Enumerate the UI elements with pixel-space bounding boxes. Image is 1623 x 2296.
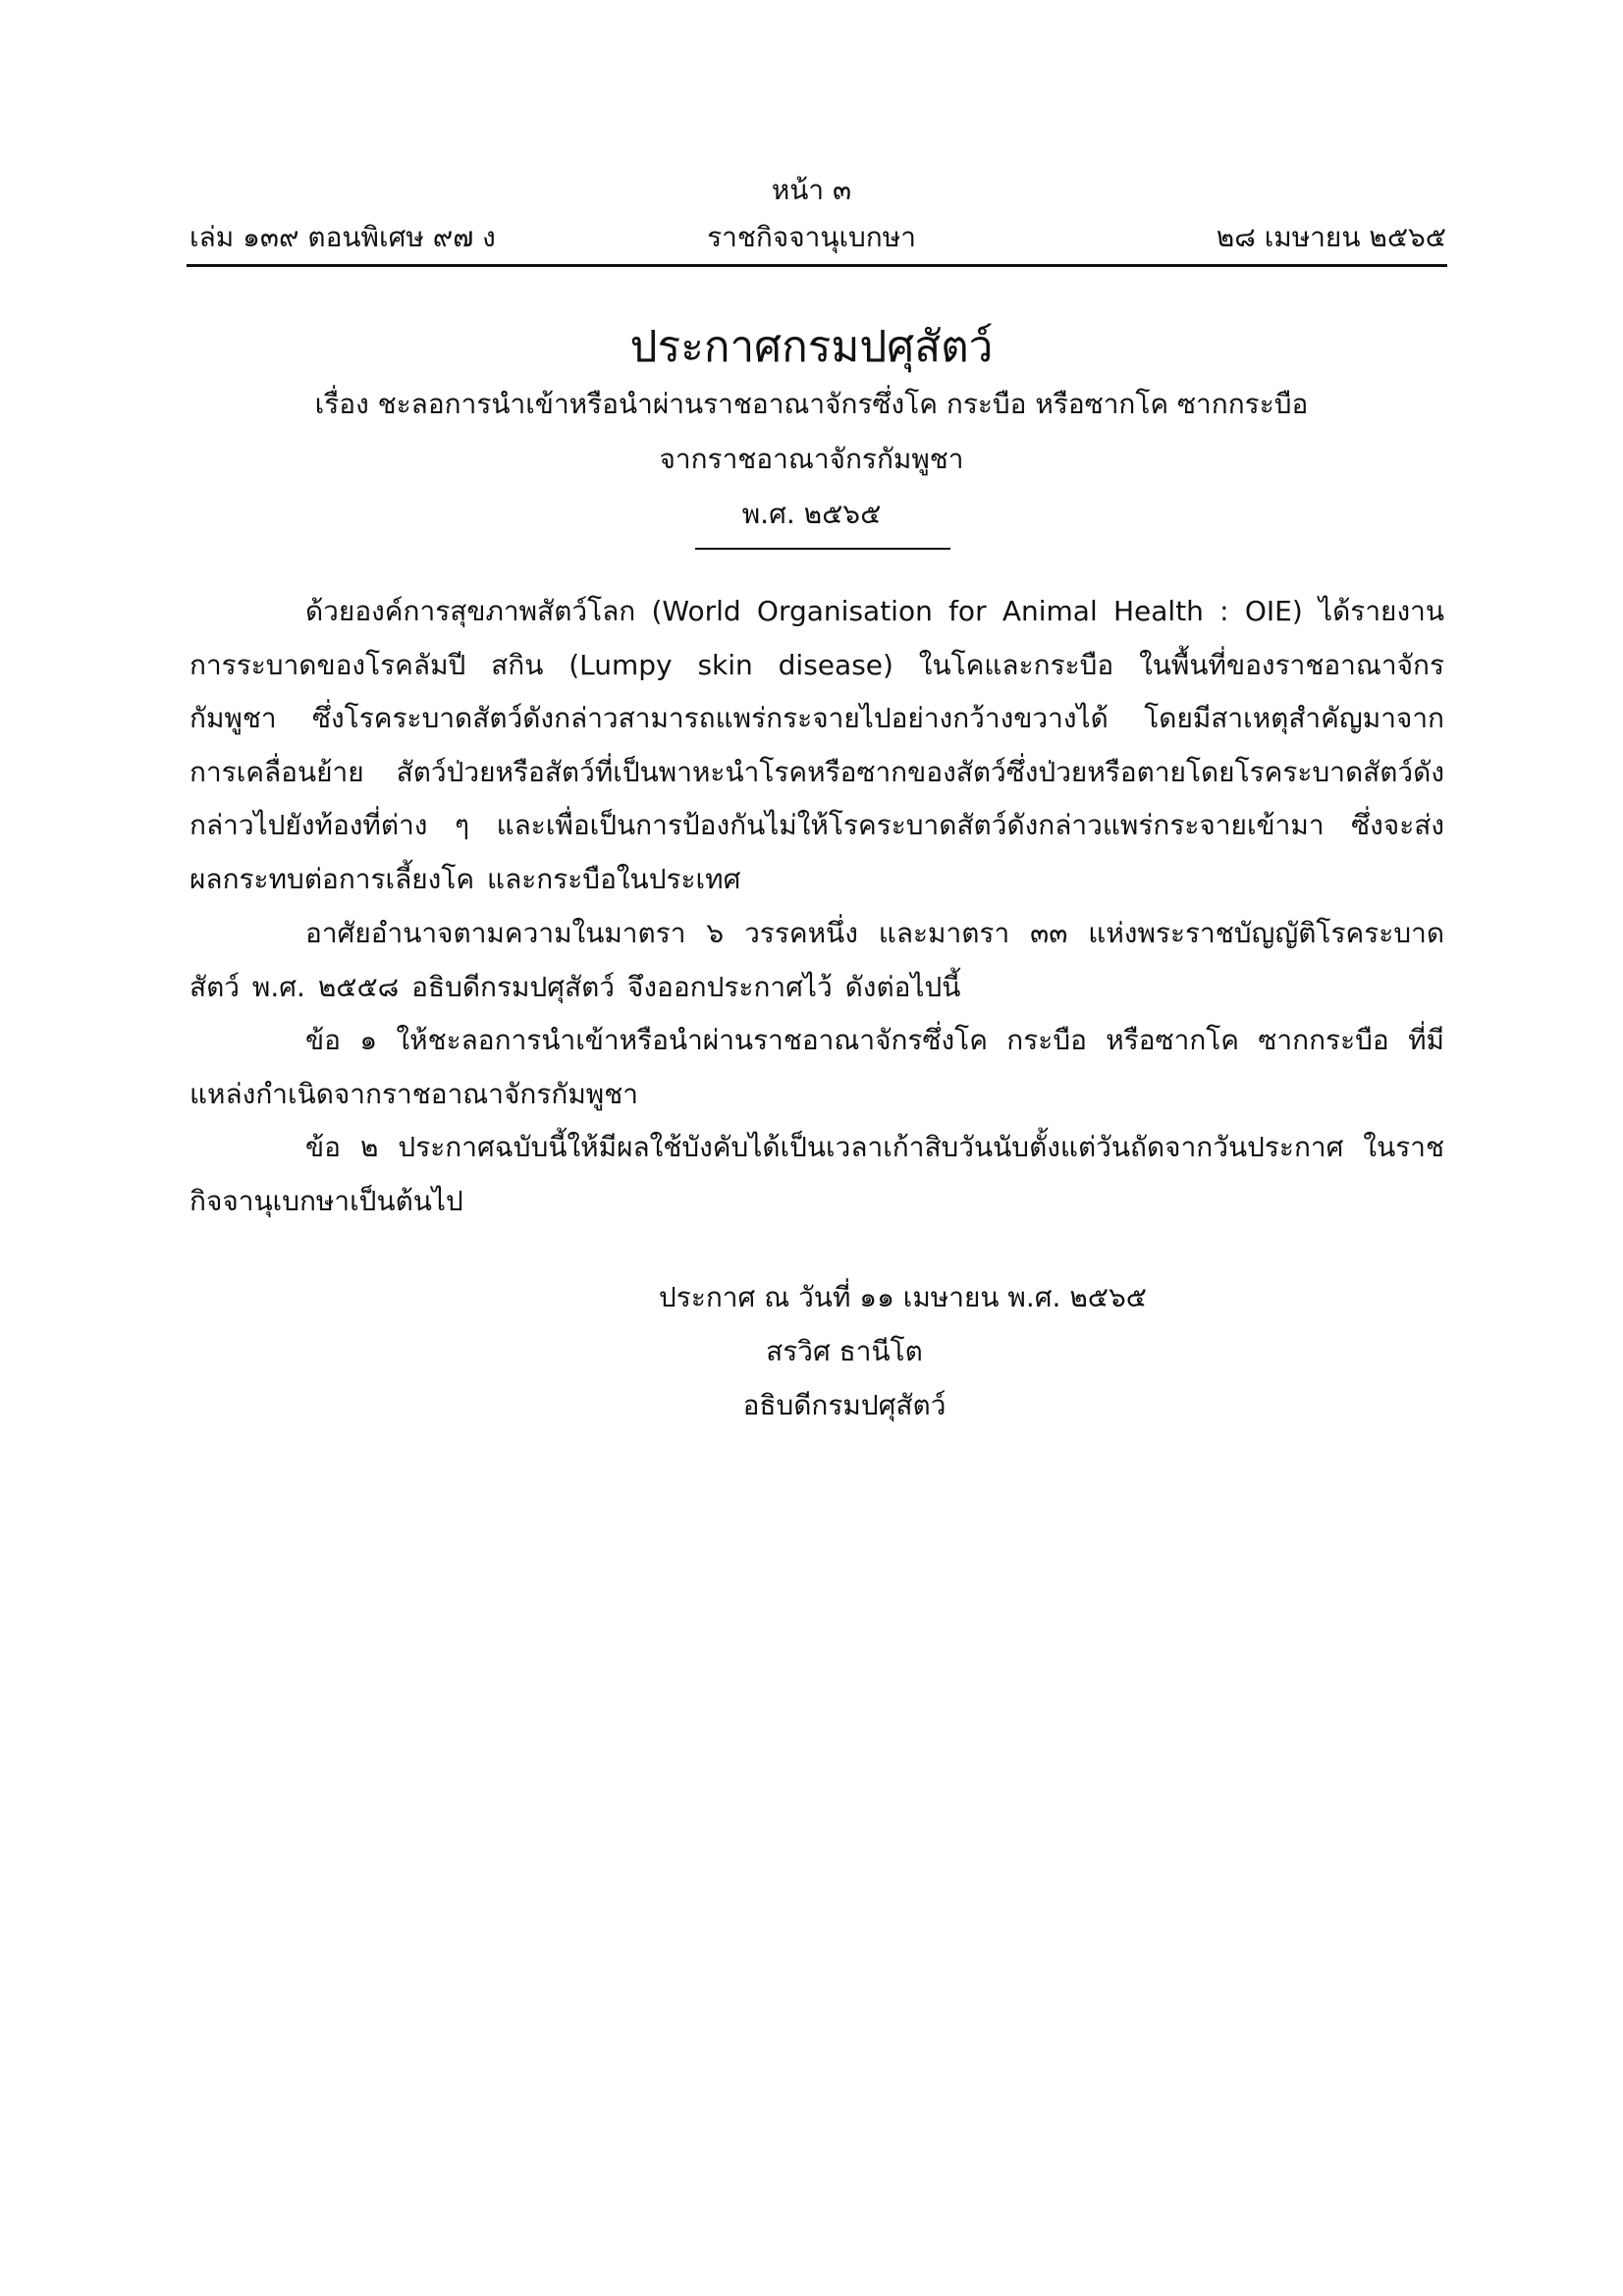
gazette-date: ๒๘ เมษายน ๒๕๖๕: [1216, 221, 1446, 253]
gazette-volume: เล่ม ๑๓๙ ตอนพิเศษ ๙๗ ง: [189, 221, 496, 253]
signatory-position: อธิบดีกรมปศุสัตว์: [742, 1389, 947, 1421]
signatory-name: สรวิศ ธานีโต: [766, 1335, 923, 1367]
page-number: หน้า ๓: [771, 174, 852, 206]
announcement-year: พ.ศ. ๒๕๖๕: [741, 498, 882, 530]
body-paragraph-2: อาศัยอำนาจตามความในมาตรา ๖ วรรคหนึ่ง และมาตรา ๓๓ แห่งพระราชบัญญัติโรคระบาดสัตว์ พ.ศ. ๒๕๕๘ อธิบดีกรมปศุสัตว์ จึงออกประกาศไว้ ดังต่อไปนี้: [189, 917, 1444, 1003]
announcement-title: ประกาศกรมปศุสัตว์: [629, 322, 994, 372]
title-divider: [695, 548, 950, 550]
announcement-date: ประกาศ ณ วันที่ ๑๑ เมษายน พ.ศ. ๒๕๖๕: [659, 1281, 1147, 1313]
announcement-subject-line1: เรื่อง ชะลอการนำเข้าหรือนำผ่านราชอาณาจักรซึ่งโค กระบือ หรือซากโค ซากกระบือ: [314, 388, 1309, 420]
gazette-name: ราชกิจจานุเบกษา: [707, 221, 916, 253]
body-paragraph-1: ด้วยองค์การสุขภาพสัตว์โลก (World Organisation for Animal Health : OIE) ได้รายงาน การระบาดของโรคลัมปี สกิน (Lumpy skin disease) ในโคและกระบือ ในพื้นที่ของราชอาณาจักรกัมพูชา ซึ่งโรคระบาดสัตว์ดังกล่าวสามารถแพร่กระจายไปอย่างกว้างขวางได้ โดยมีสาเหตุสำคัญมาจากการเคลื่อนย้าย สัตว์ป่วยหรือสัตว์ที่เป็นพาหะนำโรคหรือซากของสัตว์ซึ่งป่วยหรือตายโดยโรคระบาดสัตว์ดังกล่าวไปยังท้องที่ต่าง ๆ และเพื่อเป็นการป้องกันไม่ให้โรคระบาดสัตว์ดังกล่าวแพร่กระจายเข้ามา ซึ่งจะส่งผลกระทบต่อการเลี้ยงโค และกระบือในประเทศ: [189, 595, 1444, 895]
body-paragraph-4: ข้อ ๒ ประกาศฉบับนี้ให้มีผลใช้บังคับได้เป็นเวลาเก้าสิบวันนับตั้งแต่วันถัดจากวันประกาศ ในราชกิจจานุเบกษาเป็นต้นไป: [189, 1131, 1444, 1217]
announcement-subject-line2: จากราชอาณาจักรกัมพูชา: [659, 443, 964, 475]
header-rule: [187, 264, 1447, 267]
body-paragraph-3: ข้อ ๑ ให้ชะลอการนำเข้าหรือนำผ่านราชอาณาจักรซึ่งโค กระบือ หรือซากโค ซากกระบือ ที่มีแหล่งกำเนิดจากราชอาณาจักรกัมพูชา: [189, 1024, 1444, 1110]
